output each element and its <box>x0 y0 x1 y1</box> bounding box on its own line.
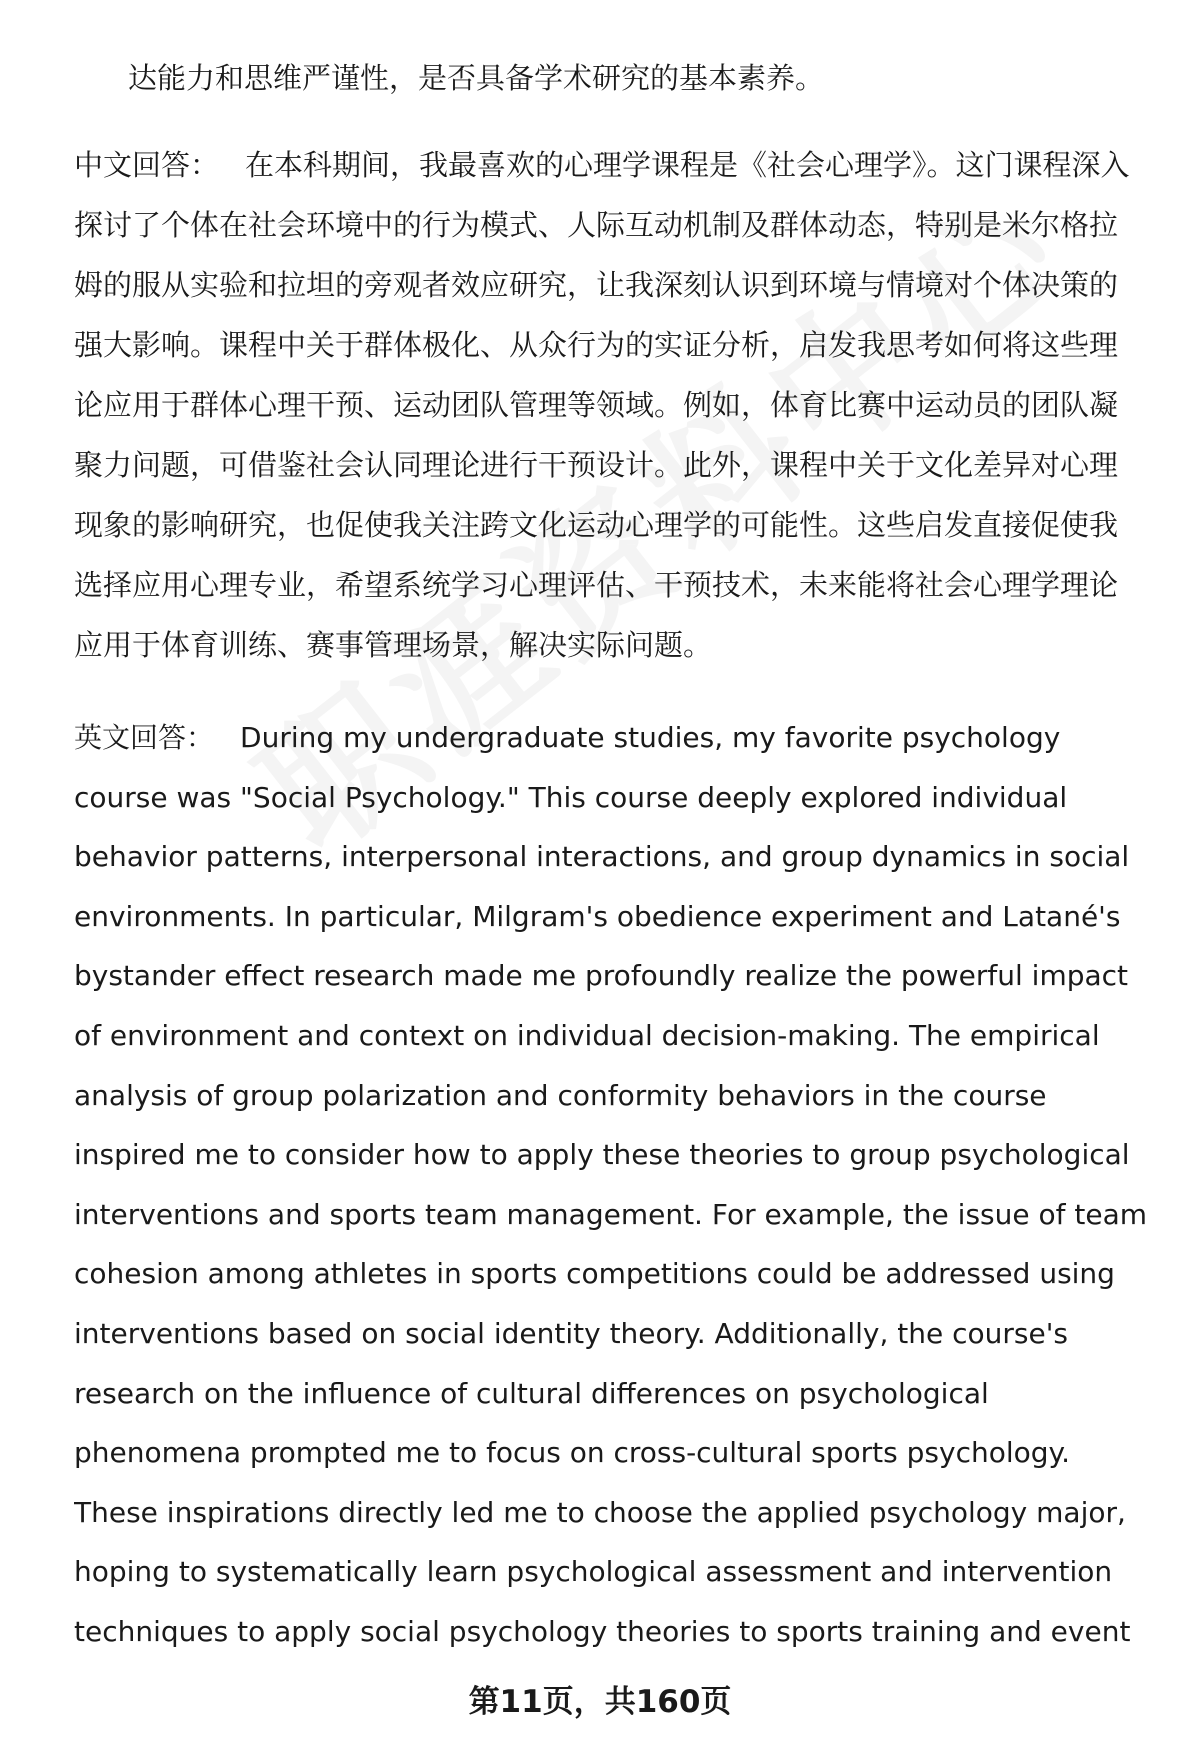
english-answer-line: course was "Social Psychology." This course deeply explored individual <box>74 780 1068 814</box>
english-answer-line: analysis of group polarization and conformity behaviors in the course <box>74 1078 1047 1112</box>
english-answer-text: During my undergraduate studies, my favorite psychology <box>240 721 1061 754</box>
english-answer-line: cohesion among athletes in sports competitions could be addressed using <box>74 1257 1115 1291</box>
chinese-answer-block <box>74 145 1160 685</box>
chinese-answer-line: 论应用于群体心理干预、运动团队管理等领域。例如，体育比赛中运动员的团队凝 <box>74 388 1119 422</box>
chinese-answer-label: 中文回答： <box>74 148 220 182</box>
english-answer-line: hoping to systematically learn psychological assessment and intervention <box>74 1555 1113 1589</box>
english-answer-line <box>74 718 1164 778</box>
english-answer-label: 英文回答： <box>74 721 215 754</box>
english-answer-line: techniques to apply social psychology theories to sports training and event <box>74 1614 1131 1648</box>
chinese-answer-line: 现象的影响研究，也促使我关注跨文化运动心理学的可能性。这些启发直接促使我 <box>74 508 1119 542</box>
chinese-answer-line: 姆的服从实验和拉坦的旁观者效应研究，让我深刻认识到环境与情境对个体决策的 <box>74 268 1119 302</box>
chinese-answer-line: 选择应用心理专业，希望系统学习心理评估、干预技术，未来能将社会心理学理论 <box>74 568 1119 602</box>
english-answer-line: interventions and sports team management. For example, the issue of team <box>74 1197 1148 1231</box>
chinese-answer-line: 探讨了个体在社会环境中的行为模式、人际互动机制及群体动态，特别是米尔格拉 <box>74 208 1119 242</box>
english-answer-line: environments. In particular, Milgram's obedience experiment and Latané's <box>74 899 1121 933</box>
page-number: 第11页，共160页 <box>468 1684 732 1720</box>
english-answer-block <box>74 718 1164 1672</box>
english-answer-line: phenomena prompted me to focus on cross-cultural sports psychology. <box>74 1436 1070 1470</box>
english-answer-line: interventions based on social identity theory. Additionally, the course's <box>74 1316 1068 1350</box>
english-answer-line: of environment and context on individual decision-making. The empirical <box>74 1018 1100 1052</box>
english-answer-line: inspired me to consider how to apply these theories to group psychological <box>74 1138 1130 1172</box>
chinese-answer-text: 在本科期间，我最喜欢的心理学课程是《社会心理学》。这门课程深入 <box>245 148 1130 182</box>
english-answer-line: behavior patterns, interpersonal interactions, and group dynamics in social <box>74 840 1130 874</box>
chinese-answer-line: 聚力问题，可借鉴社会认同理论进行干预设计。此外，课程中关于文化差异对心理 <box>74 448 1119 482</box>
chinese-answer-line <box>74 145 1160 205</box>
chinese-answer-line: 应用于体育训练、赛事管理场景，解决实际问题。 <box>74 628 713 662</box>
english-answer-line: bystander effect research made me profoundly realize the powerful impact <box>74 959 1129 993</box>
intro-line: 达能力和思维严谨性，是否具备学术研究的基本素养。 <box>128 61 825 95</box>
english-answer-line: These inspirations directly led me to choose the applied psychology major, <box>74 1495 1126 1529</box>
english-answer-line: research on the influence of cultural differences on psychological <box>74 1376 989 1410</box>
chinese-answer-line: 强大影响。课程中关于群体极化、从众行为的实证分析，启发我思考如何将这些理 <box>74 328 1119 362</box>
